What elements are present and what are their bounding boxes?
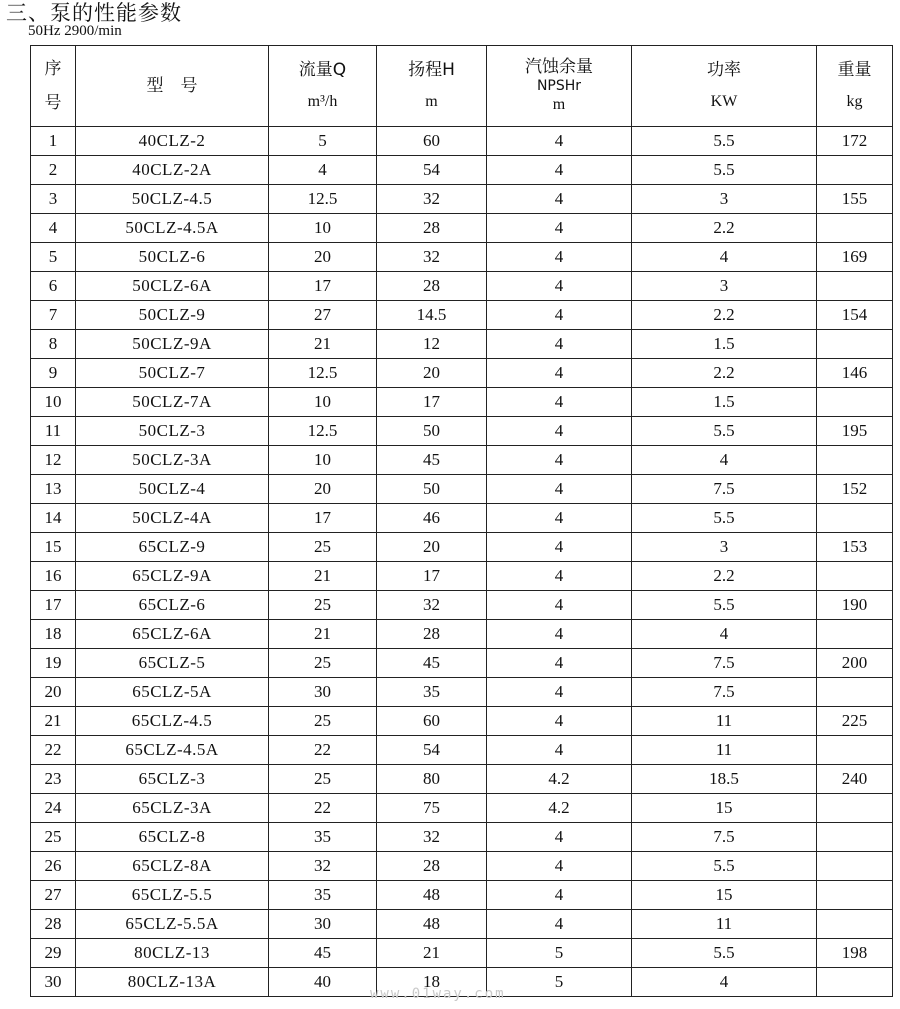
seq-cell: 6 [31, 272, 76, 301]
npsh-cell: 4 [487, 330, 632, 359]
table-row [31, 533, 893, 562]
npsh-cell: 4 [487, 881, 632, 910]
table-row [31, 127, 893, 156]
seq-cell: 19 [31, 649, 76, 678]
model-cell: 65CLZ-8 [76, 823, 269, 852]
weight-cell [817, 272, 893, 301]
power-cell: 3 [632, 533, 817, 562]
seq-cell: 26 [31, 852, 76, 881]
weight-cell: 225 [817, 707, 893, 736]
npsh-cell: 4 [487, 678, 632, 707]
table-row [31, 504, 893, 533]
head-cell: 28 [377, 214, 487, 243]
weight-cell [817, 504, 893, 533]
head-cell: 32 [377, 185, 487, 214]
npsh-cell: 4 [487, 127, 632, 156]
npsh-cell: 5 [487, 939, 632, 968]
power-cell: 4 [632, 446, 817, 475]
table-row [31, 736, 893, 765]
head-cell: 21 [377, 939, 487, 968]
model-cell: 80CLZ-13A [76, 968, 269, 997]
power-cell: 18.5 [632, 765, 817, 794]
head-cell: 60 [377, 707, 487, 736]
flow-cell: 4 [269, 156, 377, 185]
weight-cell [817, 968, 893, 997]
table-row [31, 562, 893, 591]
npsh-cell: 4 [487, 910, 632, 939]
model-cell: 50CLZ-4A [76, 504, 269, 533]
npsh-cell: 4 [487, 707, 632, 736]
power-cell: 15 [632, 794, 817, 823]
npsh-cell: 4 [487, 185, 632, 214]
flow-cell: 30 [269, 678, 377, 707]
npsh-cell: 4 [487, 417, 632, 446]
head-cell: 75 [377, 794, 487, 823]
npsh-cell: 4 [487, 504, 632, 533]
seq-cell: 16 [31, 562, 76, 591]
model-cell: 50CLZ-3 [76, 417, 269, 446]
pump-performance-table [30, 45, 893, 997]
power-cell: 5.5 [632, 127, 817, 156]
flow-cell: 21 [269, 562, 377, 591]
npsh-cell: 4 [487, 359, 632, 388]
head-cell: 18 [377, 968, 487, 997]
weight-cell: 195 [817, 417, 893, 446]
model-cell: 80CLZ-13 [76, 939, 269, 968]
npsh-cell: 4 [487, 214, 632, 243]
seq-cell: 29 [31, 939, 76, 968]
weight-cell [817, 214, 893, 243]
flow-cell: 25 [269, 765, 377, 794]
flow-cell: 27 [269, 301, 377, 330]
table-row [31, 707, 893, 736]
power-cell: 3 [632, 272, 817, 301]
table-row [31, 214, 893, 243]
model-cell: 50CLZ-3A [76, 446, 269, 475]
flow-cell: 45 [269, 939, 377, 968]
power-cell: 4 [632, 968, 817, 997]
model-cell: 65CLZ-5A [76, 678, 269, 707]
seq-cell: 8 [31, 330, 76, 359]
model-cell: 50CLZ-7 [76, 359, 269, 388]
section-title: 三、泵的性能参数 [6, 1, 182, 25]
seq-cell: 1 [31, 127, 76, 156]
table-row [31, 446, 893, 475]
flow-cell: 12.5 [269, 185, 377, 214]
table-body [31, 127, 893, 997]
header-npsh-sub: NPSHr [536, 78, 582, 94]
model-cell: 65CLZ-3A [76, 794, 269, 823]
weight-cell [817, 881, 893, 910]
weight-cell [817, 446, 893, 475]
head-cell: 28 [377, 272, 487, 301]
table-row [31, 794, 893, 823]
header-power-label: 功率 [707, 60, 741, 80]
table-row [31, 243, 893, 272]
flow-cell: 12.5 [269, 359, 377, 388]
power-cell: 11 [632, 707, 817, 736]
power-cell: 1.5 [632, 330, 817, 359]
power-cell: 5.5 [632, 939, 817, 968]
head-cell: 80 [377, 765, 487, 794]
npsh-cell: 4.2 [487, 794, 632, 823]
flow-cell: 40 [269, 968, 377, 997]
power-cell: 7.5 [632, 475, 817, 504]
table-row [31, 881, 893, 910]
seq-cell: 24 [31, 794, 76, 823]
flow-cell: 10 [269, 388, 377, 417]
head-cell: 35 [377, 678, 487, 707]
header-model-label: 型 号 [146, 76, 198, 96]
seq-cell: 13 [31, 475, 76, 504]
model-cell: 65CLZ-9A [76, 562, 269, 591]
flow-cell: 25 [269, 533, 377, 562]
table-row [31, 765, 893, 794]
watermark: www.01way.com [370, 986, 506, 1002]
npsh-cell: 4 [487, 562, 632, 591]
weight-cell: 172 [817, 127, 893, 156]
npsh-cell: 4 [487, 301, 632, 330]
power-cell: 2.2 [632, 562, 817, 591]
head-cell: 45 [377, 649, 487, 678]
flow-cell: 20 [269, 243, 377, 272]
power-cell: 4 [632, 243, 817, 272]
seq-cell: 17 [31, 591, 76, 620]
weight-cell [817, 823, 893, 852]
head-cell: 32 [377, 823, 487, 852]
seq-cell: 3 [31, 185, 76, 214]
head-cell: 45 [377, 446, 487, 475]
head-cell: 54 [377, 156, 487, 185]
npsh-cell: 4 [487, 620, 632, 649]
npsh-cell: 4 [487, 649, 632, 678]
npsh-cell: 4.2 [487, 765, 632, 794]
seq-cell: 22 [31, 736, 76, 765]
weight-cell [817, 910, 893, 939]
head-cell: 17 [377, 388, 487, 417]
power-cell: 2.2 [632, 301, 817, 330]
power-cell: 11 [632, 736, 817, 765]
seq-cell: 30 [31, 968, 76, 997]
power-cell: 15 [632, 881, 817, 910]
seq-cell: 28 [31, 910, 76, 939]
seq-cell: 4 [31, 214, 76, 243]
table-row [31, 620, 893, 649]
seq-cell: 7 [31, 301, 76, 330]
npsh-cell: 4 [487, 475, 632, 504]
power-cell: 5.5 [632, 156, 817, 185]
npsh-cell: 4 [487, 591, 632, 620]
weight-cell [817, 388, 893, 417]
weight-cell [817, 794, 893, 823]
model-cell: 50CLZ-9A [76, 330, 269, 359]
head-cell: 46 [377, 504, 487, 533]
power-cell: 4 [632, 620, 817, 649]
table-row [31, 823, 893, 852]
header-head-label: 扬程H [408, 60, 455, 80]
model-cell: 50CLZ-4 [76, 475, 269, 504]
npsh-cell: 4 [487, 852, 632, 881]
npsh-cell: 4 [487, 736, 632, 765]
table-row [31, 649, 893, 678]
flow-cell: 21 [269, 330, 377, 359]
model-cell: 65CLZ-4.5 [76, 707, 269, 736]
flow-cell: 5 [269, 127, 377, 156]
table-row [31, 388, 893, 417]
model-cell: 65CLZ-8A [76, 852, 269, 881]
npsh-cell: 4 [487, 272, 632, 301]
power-cell: 5.5 [632, 852, 817, 881]
table-row [31, 475, 893, 504]
head-cell: 32 [377, 243, 487, 272]
npsh-cell: 4 [487, 533, 632, 562]
head-cell: 32 [377, 591, 487, 620]
head-cell: 50 [377, 475, 487, 504]
model-cell: 50CLZ-6 [76, 243, 269, 272]
head-cell: 28 [377, 852, 487, 881]
header-seq-line2: 号 [44, 93, 62, 113]
table-row [31, 591, 893, 620]
header-power-unit: KW [710, 93, 738, 110]
seq-cell: 14 [31, 504, 76, 533]
table-row [31, 939, 893, 968]
seq-cell: 21 [31, 707, 76, 736]
head-cell: 60 [377, 127, 487, 156]
weight-cell: 200 [817, 649, 893, 678]
model-cell: 65CLZ-5.5 [76, 881, 269, 910]
power-cell: 3 [632, 185, 817, 214]
seq-cell: 20 [31, 678, 76, 707]
header-npsh-unit: m [552, 96, 566, 113]
flow-cell: 35 [269, 823, 377, 852]
model-cell: 65CLZ-3 [76, 765, 269, 794]
table-row [31, 301, 893, 330]
flow-cell: 25 [269, 591, 377, 620]
model-cell: 65CLZ-5 [76, 649, 269, 678]
weight-cell: 146 [817, 359, 893, 388]
seq-cell: 10 [31, 388, 76, 417]
weight-cell [817, 562, 893, 591]
weight-cell: 169 [817, 243, 893, 272]
model-cell: 65CLZ-5.5A [76, 910, 269, 939]
table-row [31, 272, 893, 301]
model-cell: 50CLZ-4.5 [76, 185, 269, 214]
weight-cell [817, 678, 893, 707]
table-row [31, 359, 893, 388]
seq-cell: 15 [31, 533, 76, 562]
weight-cell: 190 [817, 591, 893, 620]
table-header-row [31, 46, 893, 127]
weight-cell [817, 852, 893, 881]
header-flow-label: 流量Q [298, 60, 347, 80]
seq-cell: 5 [31, 243, 76, 272]
npsh-cell: 5 [487, 968, 632, 997]
header-flow [269, 46, 377, 127]
flow-cell: 12.5 [269, 417, 377, 446]
power-cell: 7.5 [632, 678, 817, 707]
power-cell: 5.5 [632, 504, 817, 533]
seq-cell: 9 [31, 359, 76, 388]
seq-cell: 11 [31, 417, 76, 446]
model-cell: 40CLZ-2A [76, 156, 269, 185]
weight-cell: 240 [817, 765, 893, 794]
model-cell: 65CLZ-4.5A [76, 736, 269, 765]
model-cell: 50CLZ-7A [76, 388, 269, 417]
seq-cell: 12 [31, 446, 76, 475]
head-cell: 17 [377, 562, 487, 591]
header-npsh [487, 46, 632, 127]
table-row [31, 678, 893, 707]
power-cell: 1.5 [632, 388, 817, 417]
head-cell: 48 [377, 881, 487, 910]
head-cell: 12 [377, 330, 487, 359]
header-flow-unit: m³/h [307, 93, 338, 110]
table-row [31, 156, 893, 185]
seq-cell: 25 [31, 823, 76, 852]
model-cell: 40CLZ-2 [76, 127, 269, 156]
table-row [31, 330, 893, 359]
flow-cell: 22 [269, 794, 377, 823]
head-cell: 50 [377, 417, 487, 446]
power-cell: 5.5 [632, 417, 817, 446]
weight-cell: 198 [817, 939, 893, 968]
flow-cell: 20 [269, 475, 377, 504]
model-cell: 65CLZ-6A [76, 620, 269, 649]
seq-cell: 18 [31, 620, 76, 649]
flow-cell: 25 [269, 649, 377, 678]
table-row [31, 910, 893, 939]
weight-cell: 153 [817, 533, 893, 562]
head-cell: 20 [377, 359, 487, 388]
power-cell: 7.5 [632, 649, 817, 678]
frequency-speed-label: 50Hz 2900/min [28, 23, 122, 39]
weight-cell [817, 736, 893, 765]
seq-cell: 27 [31, 881, 76, 910]
flow-cell: 17 [269, 504, 377, 533]
weight-cell: 155 [817, 185, 893, 214]
header-seq-line1: 序 [44, 59, 62, 79]
header-weight [817, 46, 893, 127]
header-head-unit: m [425, 93, 438, 110]
flow-cell: 30 [269, 910, 377, 939]
model-cell: 65CLZ-9 [76, 533, 269, 562]
flow-cell: 10 [269, 214, 377, 243]
header-weight-unit: kg [846, 93, 863, 110]
seq-cell: 23 [31, 765, 76, 794]
table-row [31, 185, 893, 214]
weight-cell [817, 330, 893, 359]
npsh-cell: 4 [487, 446, 632, 475]
header-model [76, 46, 269, 127]
flow-cell: 32 [269, 852, 377, 881]
model-cell: 50CLZ-9 [76, 301, 269, 330]
model-cell: 65CLZ-6 [76, 591, 269, 620]
table-row [31, 852, 893, 881]
weight-cell: 152 [817, 475, 893, 504]
seq-cell: 2 [31, 156, 76, 185]
header-head [377, 46, 487, 127]
head-cell: 48 [377, 910, 487, 939]
flow-cell: 17 [269, 272, 377, 301]
table-row [31, 417, 893, 446]
npsh-cell: 4 [487, 388, 632, 417]
flow-cell: 22 [269, 736, 377, 765]
model-cell: 50CLZ-6A [76, 272, 269, 301]
weight-cell: 154 [817, 301, 893, 330]
head-cell: 28 [377, 620, 487, 649]
header-seq [31, 46, 76, 127]
power-cell: 11 [632, 910, 817, 939]
flow-cell: 10 [269, 446, 377, 475]
head-cell: 14.5 [377, 301, 487, 330]
head-cell: 54 [377, 736, 487, 765]
power-cell: 2.2 [632, 359, 817, 388]
power-cell: 5.5 [632, 591, 817, 620]
npsh-cell: 4 [487, 156, 632, 185]
flow-cell: 21 [269, 620, 377, 649]
weight-cell [817, 620, 893, 649]
weight-cell [817, 156, 893, 185]
flow-cell: 25 [269, 707, 377, 736]
power-cell: 7.5 [632, 823, 817, 852]
npsh-cell: 4 [487, 243, 632, 272]
header-power [632, 46, 817, 127]
npsh-cell: 4 [487, 823, 632, 852]
header-npsh-label: 汽蚀余量 [525, 57, 593, 77]
model-cell: 50CLZ-4.5A [76, 214, 269, 243]
power-cell: 2.2 [632, 214, 817, 243]
header-weight-label: 重量 [837, 60, 872, 80]
head-cell: 20 [377, 533, 487, 562]
flow-cell: 35 [269, 881, 377, 910]
